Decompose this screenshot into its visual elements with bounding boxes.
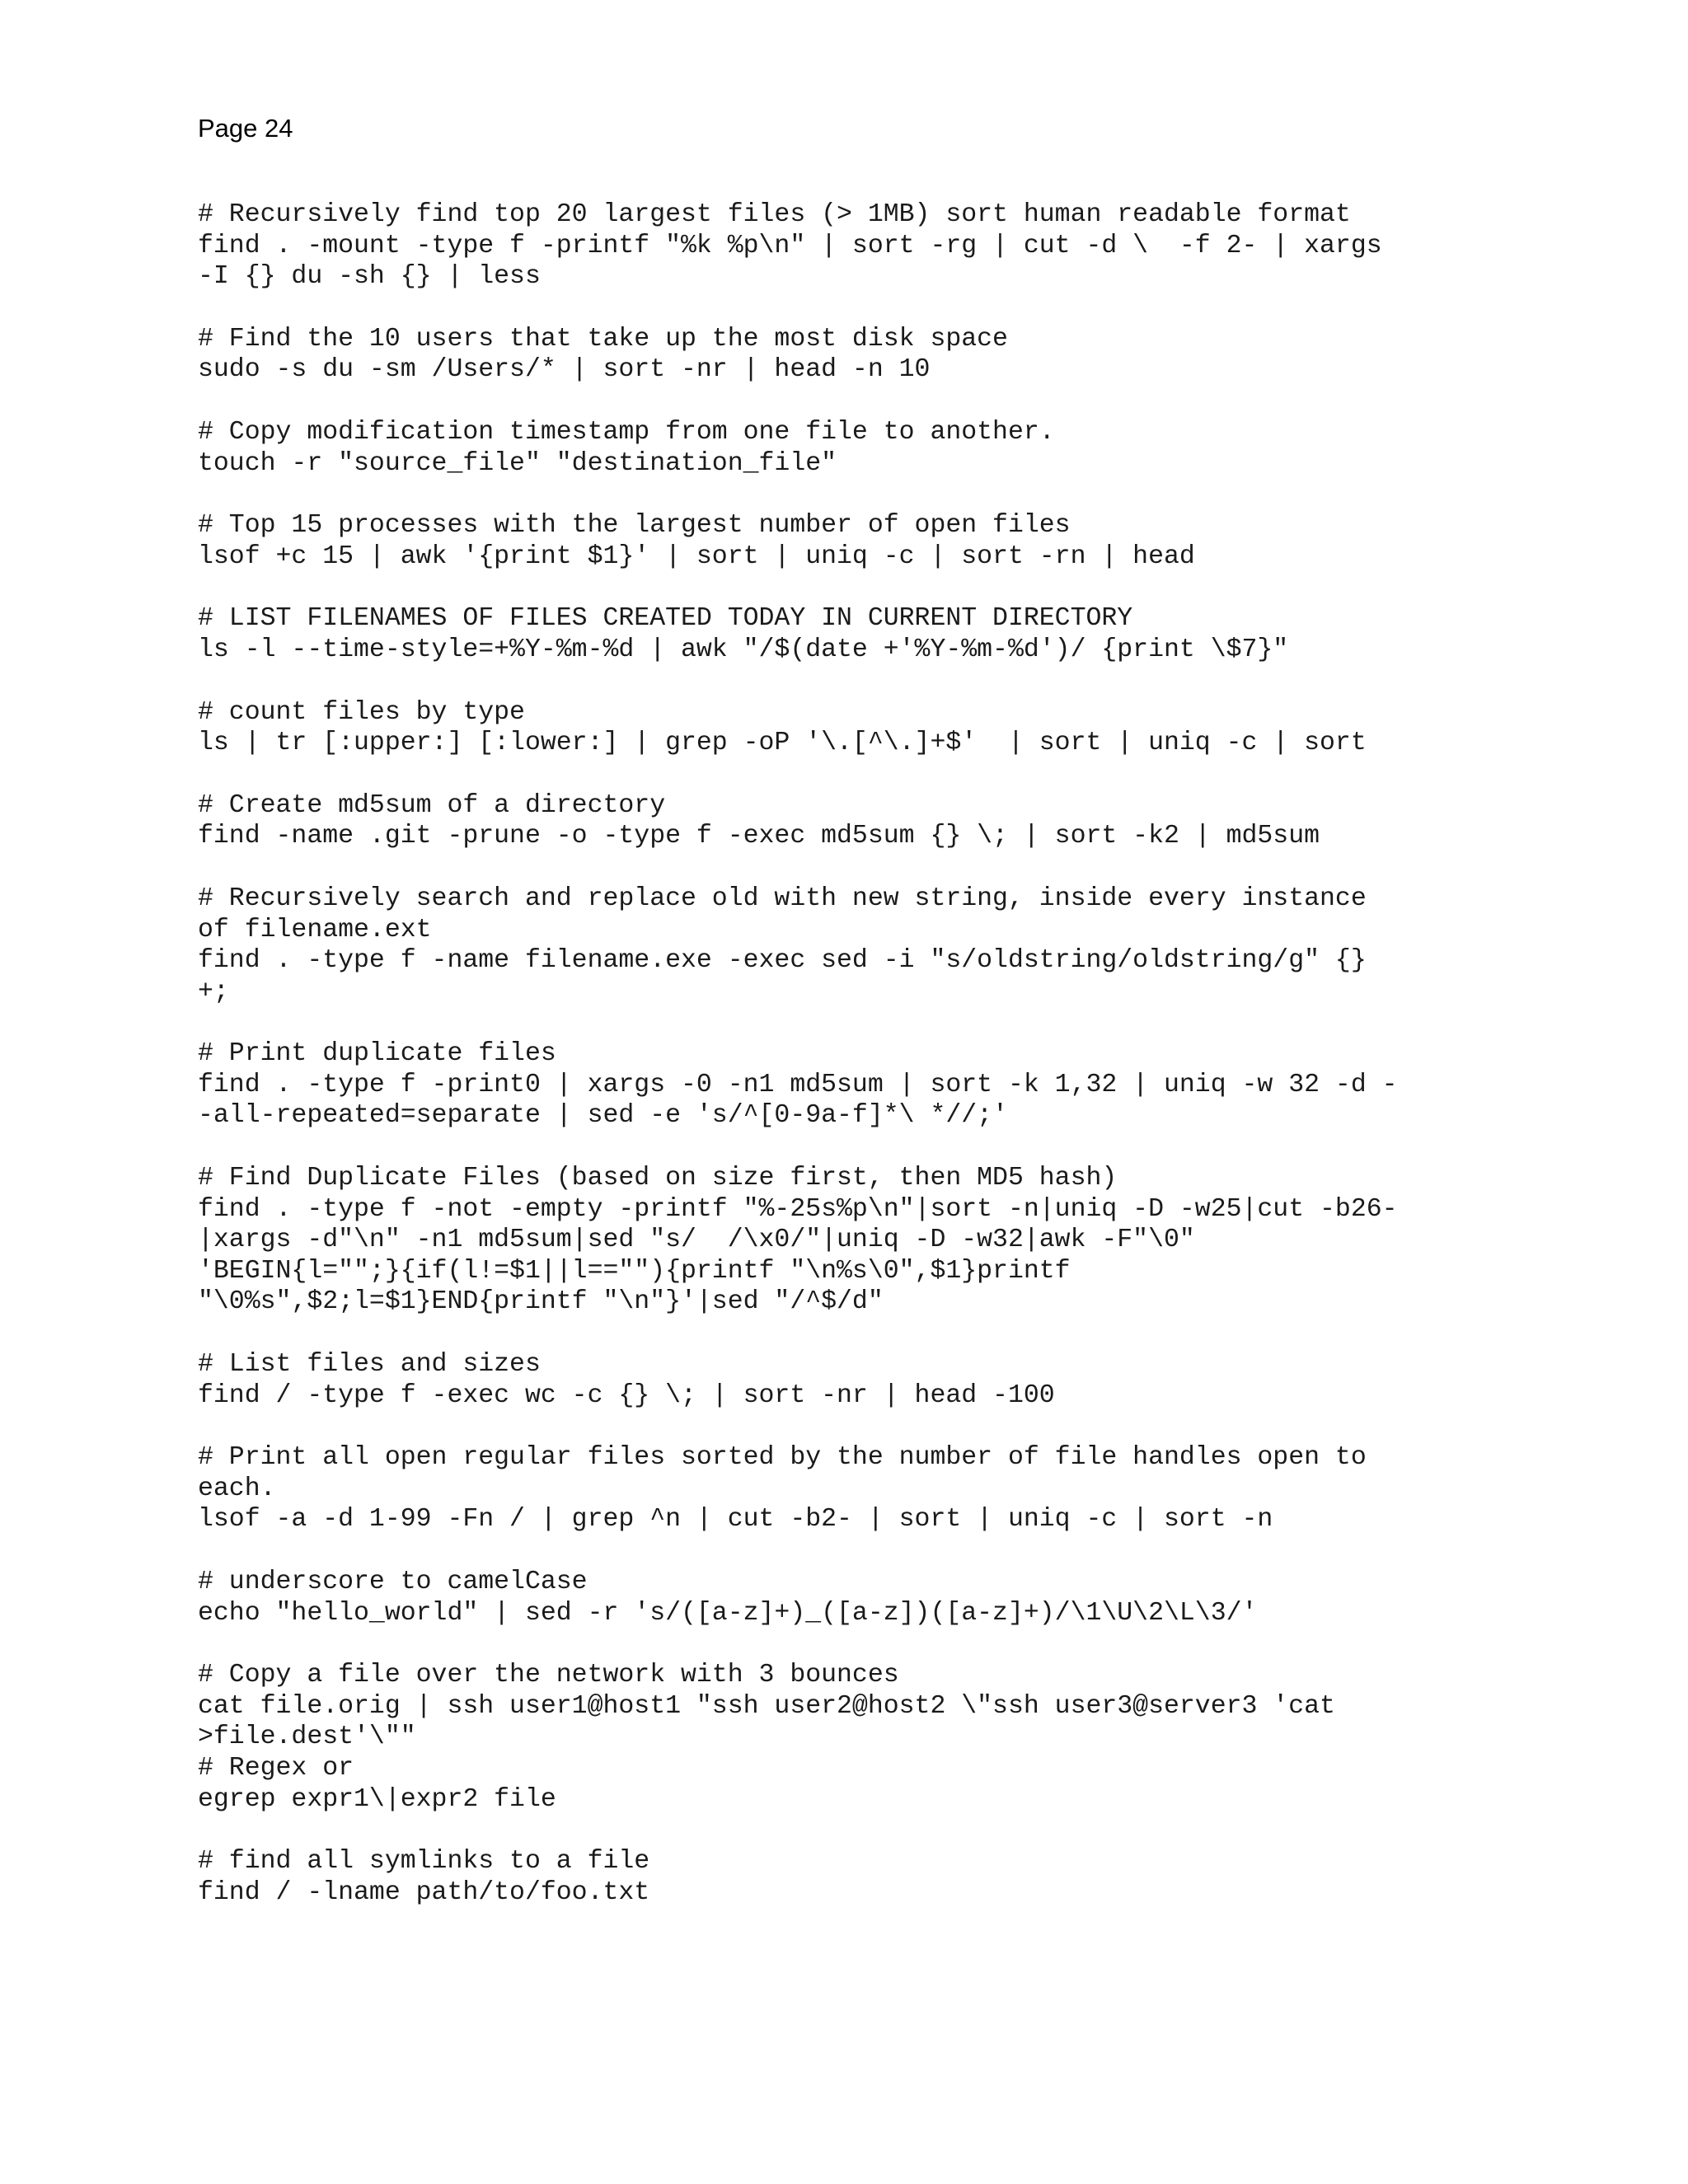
command-line: ls | tr [:upper:] [:lower:] | grep -oP '\.[^\.]+$' | sort | uniq -c | sort	[198, 729, 1367, 758]
snippet-underscore-camelcase	[198, 1567, 1665, 1629]
comment-line: # List files and sizes	[198, 1350, 541, 1380]
snippet-duplicate-files-md5	[198, 1163, 1665, 1318]
command-line: find . -type f -print0 | xargs -0 -n1 md5sum | sort -k 1,32 | uniq -w 32 -d -	[198, 1070, 1398, 1099]
comment-line: # Print duplicate files	[198, 1039, 556, 1069]
comment-line: # Find the 10 users that take up the most disk space	[198, 324, 1008, 354]
command-line: -all-repeated=separate | sed -e 's/^[0-9a-f]*\ *//;'	[198, 1101, 1008, 1131]
command-line: lsof -a -d 1-99 -Fn / | grep ^n | cut -b2- | sort | uniq -c | sort -n	[198, 1505, 1273, 1535]
command-line: echo "hello_world" | sed -r 's/([a-z]+)_([a-z])([a-z]+)/\1\U\2\L\3/'	[198, 1598, 1258, 1628]
comment-line: # Print all open regular files sorted by the number of file handles open to	[198, 1443, 1367, 1473]
command-line: "\0%s",$2;l=$1}END{printf "\n"}'|sed "/^$/d"	[198, 1287, 884, 1317]
command-line: find . -type f -not -empty -printf "%-25s%p\n"|sort -n|uniq -D -w25|cut -b26-	[198, 1194, 1398, 1224]
command-line: sudo -s du -sm /Users/* | sort -nr | head -n 10	[198, 355, 931, 385]
comment-line: of filename.ext	[198, 915, 432, 944]
comment-line: # Copy modification timestamp from one file to another.	[198, 417, 1055, 447]
command-line: ls -l --time-style=+%Y-%m-%d | awk "/$(date +'%Y-%m-%d')/ {print \$7}"	[198, 635, 1289, 664]
command-line: >file.dest'\""	[198, 1722, 416, 1752]
comment-line: # Recursively search and replace old with new string, inside every instance	[198, 883, 1367, 913]
comment-line: each.	[198, 1474, 276, 1503]
snippet-open-files-processes	[198, 510, 1665, 572]
comment-line: # Copy a file over the network with 3 bounces	[198, 1661, 899, 1690]
page-number: Page 24	[198, 114, 293, 143]
document-body	[198, 199, 1665, 1908]
snippet-files-created-today	[198, 603, 1665, 665]
snippet-copy-timestamp	[198, 417, 1665, 479]
comment-line: # find all symlinks to a file	[198, 1847, 650, 1877]
comment-line: # Find Duplicate Files (based on size first, then MD5 hash)	[198, 1164, 1118, 1193]
command-line: find / -lname path/to/foo.txt	[198, 1877, 650, 1907]
command-line: touch -r "source_file" "destination_file"	[198, 448, 837, 478]
command-line: egrep expr1\|expr2 file	[198, 1784, 556, 1814]
command-line: -I {} du -sh {} | less	[198, 262, 541, 292]
comment-line: # Recursively find top 20 largest files (> 1MB) sort human readable format	[198, 200, 1351, 229]
command-line: |xargs -d"\n" -n1 md5sum|sed "s/ /\x0/"|uniq -D -w32|awk -F"\0"	[198, 1226, 1195, 1255]
comment-line: # underscore to camelCase	[198, 1568, 588, 1596]
comment-line: # Create md5sum of a directory	[198, 790, 666, 820]
snippet-find-symlinks	[198, 1846, 1665, 1908]
snippet-search-replace	[198, 883, 1665, 1007]
comment-line: # count files by type	[198, 697, 525, 727]
snippet-disk-space-users	[198, 324, 1665, 386]
command-line: 'BEGIN{l="";}{if(l!=$1||l==""){printf "\n%s\0",$1}printf	[198, 1256, 1071, 1286]
command-line: find / -type f -exec wc -c {} \; | sort -nr | head -100	[198, 1380, 1055, 1410]
snippet-open-regular-files	[198, 1442, 1665, 1535]
snippet-md5sum-directory	[198, 790, 1665, 852]
comment-line: # LIST FILENAMES OF FILES CREATED TODAY IN CURRENT DIRECTORY	[198, 604, 1133, 634]
command-line: find . -type f -name filename.exe -exec sed -i "s/oldstring/oldstring/g" {}	[198, 946, 1367, 976]
snippet-network-copy-and-regex	[198, 1660, 1665, 1815]
command-line: find -name .git -prune -o -type f -exec md5sum {} \; | sort -k2 | md5sum	[198, 822, 1320, 851]
comment-line: # Regex or	[198, 1753, 354, 1783]
comment-line: # Top 15 processes with the largest number of open files	[198, 511, 1071, 541]
snippet-print-duplicate-files	[198, 1038, 1665, 1132]
command-line: lsof +c 15 | awk '{print $1}' | sort | uniq -c | sort -rn | head	[198, 541, 1195, 571]
snippet-count-files-by-type	[198, 697, 1665, 759]
snippet-largest-files	[198, 199, 1665, 293]
command-line: +;	[198, 977, 229, 1006]
command-line: find . -mount -type f -printf "%k %p\n" | sort -rg | cut -d \ -f 2- | xargs	[198, 231, 1382, 260]
command-line: cat file.orig | ssh user1@host1 "ssh user2@host2 \"ssh user3@server3 'cat	[198, 1691, 1335, 1721]
snippet-list-files-sizes	[198, 1349, 1665, 1411]
